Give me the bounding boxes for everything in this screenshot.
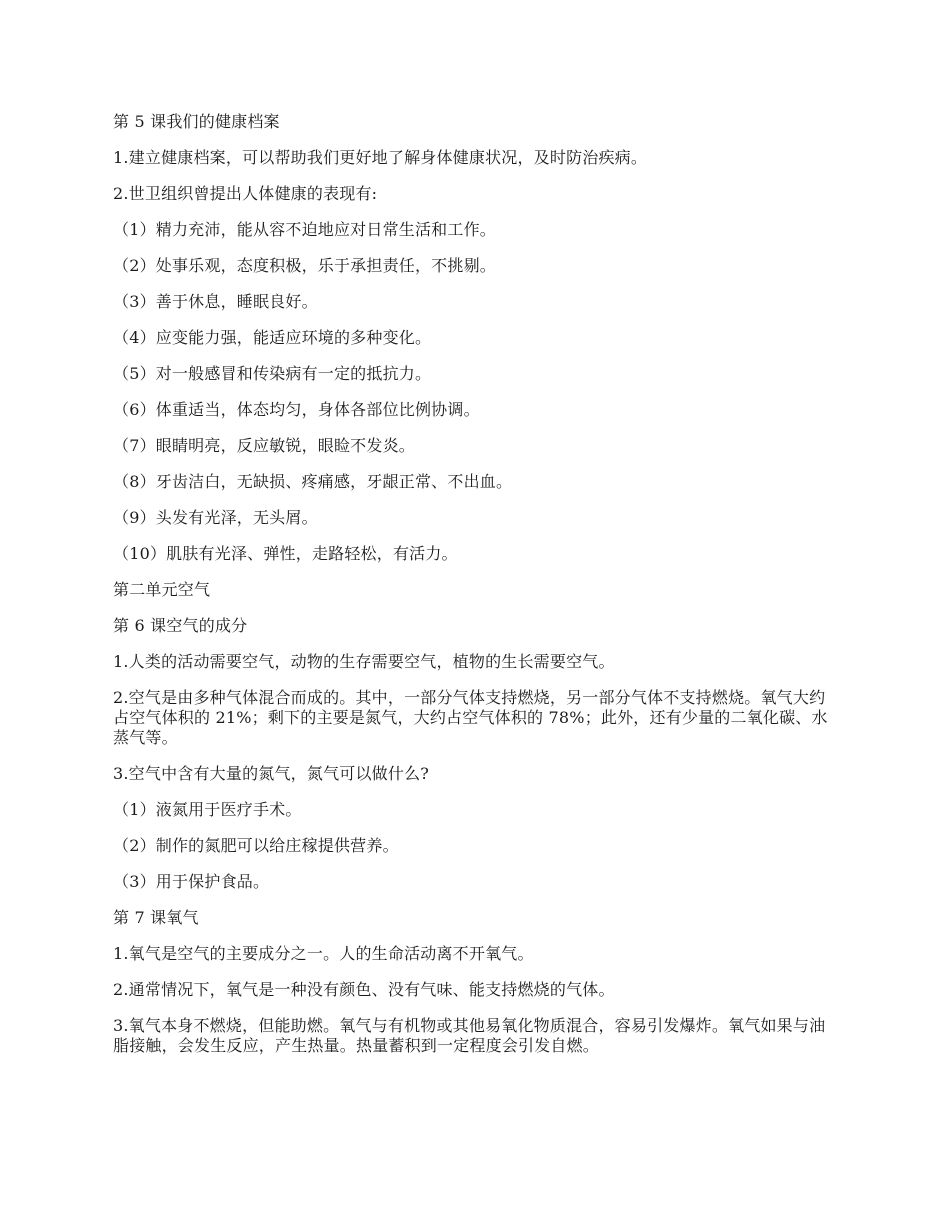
paragraph-1: 1.建立健康档案，可以帮助我们更好地了解身体健康状况，及时防治疾病。	[113, 148, 648, 167]
health-item-2: （2）处事乐观，态度积极，乐于承担责任，不挑剔。	[113, 256, 496, 275]
health-item-10: （10）肌肤有光泽、弹性，走路轻松，有活力。	[113, 544, 458, 563]
nitrogen-item-1: （1）液氮用于医疗手术。	[113, 800, 302, 819]
nitrogen-item-3: （3）用于保护食品。	[113, 872, 270, 891]
paragraph-air-1: 1.人类的活动需要空气，动物的生存需要空气，植物的生长需要空气。	[113, 652, 615, 671]
health-item-6: （6）体重适当，体态均匀，身体各部位比例协调。	[113, 400, 480, 419]
health-item-5: （5）对一般感冒和传染病有一定的抵抗力。	[113, 364, 432, 383]
health-item-7: （7）眼睛明亮，反应敏锐，眼睑不发炎。	[113, 436, 415, 455]
health-item-8: （8）牙齿洁白，无缺损、疼痛感，牙龈正常、不出血。	[113, 472, 513, 491]
paragraph-2: 2.世卫组织曾提出人体健康的表现有:	[113, 184, 378, 203]
health-item-1: （1）精力充沛，能从容不迫地应对日常生活和工作。	[113, 220, 496, 239]
lesson-6-title: 第 6 课空气的成分	[113, 616, 248, 635]
paragraph-air-2: 2.空气是由多种气体混合而成的。其中，一部分气体支持燃烧，另一部分气体不支持燃烧。氧气大约占空气体积的 21%；剩下的主要是氮气，大约占空气体积的 78%；此外，还有少量的二氧化碳、水蒸气等。	[113, 688, 828, 747]
paragraph-oxygen-2: 2.通常情况下，氧气是一种没有颜色、没有气味、能支持燃烧的气体。	[113, 980, 615, 999]
health-item-3: （3）善于休息，睡眠良好。	[113, 292, 318, 311]
paragraph-oxygen-3: 3.氧气本身不燃烧，但能助燃。氧气与有机物或其他易氧化物质混合，容易引发爆炸。氧气如果与油脂接触，会发生反应，产生热量。热量蓄积到一定程度会引发自燃。	[113, 1016, 826, 1055]
unit-2-title: 第二单元空气	[113, 580, 211, 599]
health-item-9: （9）头发有光泽，无头屑。	[113, 508, 318, 527]
paragraph-oxygen-1: 1.氧气是空气的主要成分之一。人的生命活动离不开氧气。	[113, 944, 534, 963]
health-item-4: （4）应变能力强，能适应环境的多种变化。	[113, 328, 432, 347]
paragraph-air-3: 3.空气中含有大量的氮气，氮气可以做什么?	[113, 764, 430, 783]
lesson-7-title: 第 7 课氧气	[113, 908, 199, 927]
document-body	[113, 112, 841, 1072]
lesson-5-title: 第 5 课我们的健康档案	[113, 112, 280, 131]
nitrogen-item-2: （2）制作的氮肥可以给庄稼提供营养。	[113, 836, 399, 855]
